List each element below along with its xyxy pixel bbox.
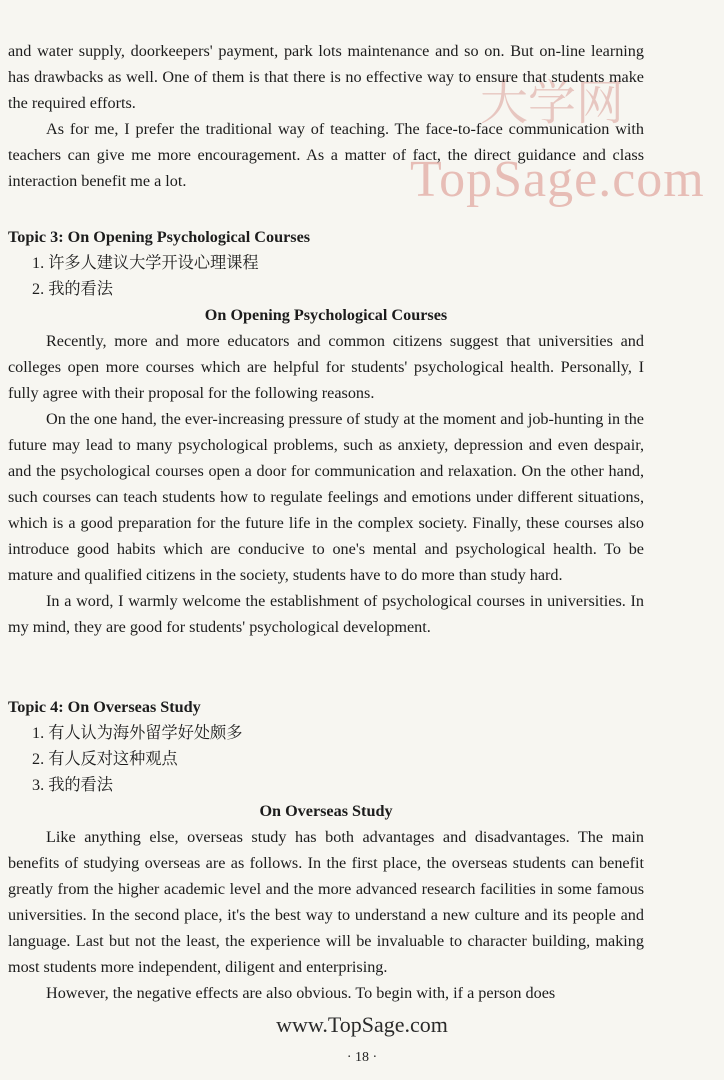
watermark-logo-text: TopSage.com [410, 151, 705, 208]
topic-4-heading: Topic 4: On Overseas Study [8, 698, 201, 716]
topic-3-heading: Topic 3: On Opening Psychological Courses [8, 228, 311, 246]
topic-4-outline [8, 720, 644, 798]
topic-4-paragraph-2: However, the negative effects are also obvious. To begin with, if a person does [46, 984, 556, 1002]
topic-3-paragraph-1: Recently, more and more educators and common citizens suggest that universities and colleges open more courses which are helpful for students' psychological health. Personally, I fully agree with their proposal for the following reasons. [8, 332, 644, 402]
topic-4-paragraph-1: Like anything else, overseas study has both advantages and disadvantages. The main benefits of studying overseas are as follows. In the first place, the overseas students can benefit greatly from the higher academic level and the more advanced research facilities in some famous universities. In the second place, it's the best way to understand a new culture and its people and language. Last but not the least, the experience will be invaluable to character building, making most students more independent, diligent and enterprising. [8, 828, 644, 976]
topic-4-section [8, 694, 644, 1006]
topic-3-section [8, 224, 644, 640]
outline-item: 1. 有人认为海外留学好处颇多 [32, 724, 243, 742]
continuation-section [8, 38, 644, 194]
page-number: · 18 · [346, 1050, 378, 1065]
watermark-chinese: 大学网 [480, 75, 625, 131]
topic-4-essay-title: On Overseas Study [259, 802, 393, 820]
outline-item: 2. 我的看法 [32, 280, 113, 298]
footer-watermark-url: www.TopSage.com [276, 1012, 448, 1037]
outline-item: 2. 有人反对这种观点 [32, 750, 178, 768]
continuation-paragraph-1: and water supply, doorkeepers' payment, park lots maintenance and so on. But on-line learning has drawbacks as well. One of them is that there is no effective way to ensure that students make the required efforts. [8, 42, 644, 112]
topic-3-paragraph-3: In a word, I warmly welcome the establishment of psychological courses in universities. In my mind, they are good for students' psychological development. [8, 592, 644, 636]
continuation-paragraph-2: As for me, I prefer the traditional way of teaching. The face-to-face communication with teachers can give me more encouragement. As a matter of fact, the direct guidance and class interaction benefit me a lot. [8, 120, 644, 190]
outline-item: 1. 许多人建议大学开设心理课程 [32, 254, 259, 272]
topic-3-outline [8, 250, 644, 302]
topic-3-essay-title: On Opening Psychological Courses [204, 306, 448, 324]
topic-3-paragraph-2: On the one hand, the ever-increasing pressure of study at the moment and job-hunting in the future may lead to many psychological problems, such as anxiety, depression and even despair, and the psychological courses open a door for communication and relaxation. On the other hand, such courses can teach students how to regulate feelings and emotions under different situations, which is a good preparation for the future life in the complex society. Finally, these courses also introduce good habits which are conducive to one's mental and psychological health. To be mature and qualified citizens in the society, students have to do more than study hard. [8, 410, 644, 584]
outline-item: 3. 我的看法 [32, 776, 113, 794]
